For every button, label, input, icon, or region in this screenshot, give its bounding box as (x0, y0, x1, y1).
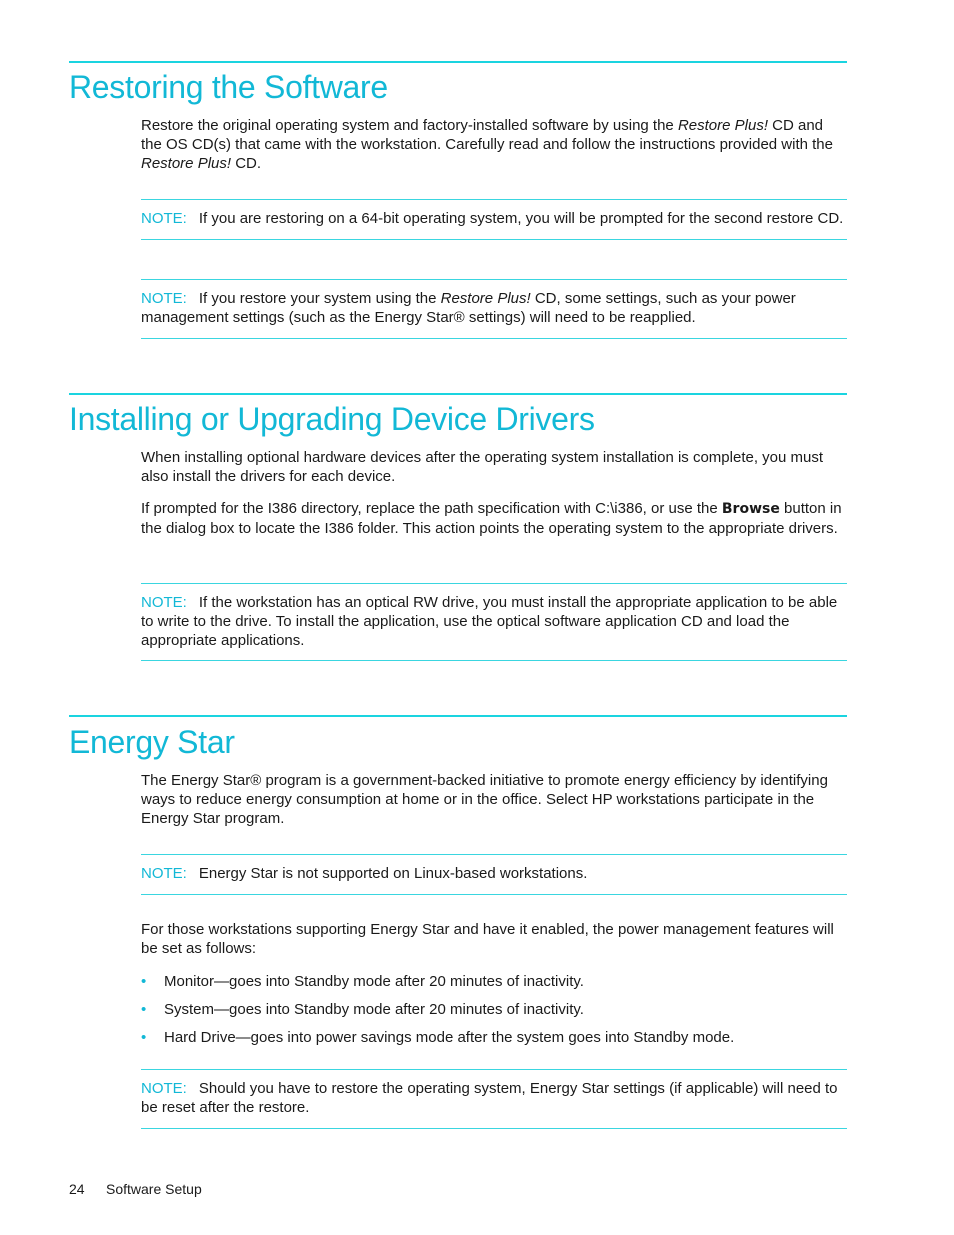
note-rule (141, 583, 847, 584)
list-item-text: Hard Drive—goes into power savings mode after the system goes into Standby mode. (164, 1029, 735, 1046)
note-rule (141, 1128, 847, 1129)
section-heading-energy-star: Energy Star (69, 724, 235, 760)
note-rule (141, 854, 847, 855)
note-text: If you are restoring on a 64-bit operating system, you will be prompted for the second restore CD. (198, 210, 844, 227)
section-heading-drivers: Installing or Upgrading Device Drivers (69, 401, 595, 437)
note-text: If you restore your system using the (198, 290, 441, 307)
note-optical-rw (141, 593, 847, 650)
list-item-text: Monitor—goes into Standby mode after 20 minutes of inactivity. (164, 973, 584, 990)
text: If prompted for the I386 directory, replace the path specification with C:\i386, or use the (141, 500, 722, 517)
paragraph-i386 (141, 499, 847, 538)
list-item-text: System—goes into Standby mode after 20 minutes of inactivity. (164, 1001, 584, 1018)
bullet-icon: • (141, 1029, 147, 1046)
paragraph-drivers: When installing optional hardware devices after the operating system installation is complete, you must also install the drivers for each device. (141, 449, 824, 485)
note-text: If the workstation has an optical RW drive, you must install the appropriate application to be able to write to the drive. To install the application, use the optical software application CD and load the appropriate applications. (141, 594, 838, 649)
note-reset-settings (141, 1079, 847, 1117)
note-label: NOTE: (141, 290, 187, 307)
text-italic: Restore Plus! (141, 155, 232, 172)
note-reapply-settings (141, 289, 847, 327)
note-label: NOTE: (141, 1080, 187, 1097)
note-rule (141, 1069, 847, 1070)
note-rule (141, 279, 847, 280)
text: Restore the original operating system and factory-installed software by using the (141, 117, 678, 134)
text-italic: Restore Plus! (677, 117, 768, 134)
note-rule (141, 894, 847, 895)
note-text: Energy Star is not supported on Linux-based workstations. (198, 865, 588, 882)
paragraph-restore (141, 116, 847, 173)
note-64bit (141, 209, 847, 228)
text: button in the dialog box to locate the I386 folder. This action points the operating system to the appropriate drivers. (141, 500, 842, 537)
bullet-icon: • (141, 973, 147, 990)
section-rule (69, 715, 847, 717)
note-text: Should you have to restore the operating system, Energy Star settings (if applicable) will need to be reset after the restore. (141, 1080, 838, 1116)
bullet-icon: • (141, 1001, 147, 1018)
page-number: 24 (69, 1181, 85, 1197)
note-label: NOTE: (141, 210, 187, 227)
paragraph-energy-star: The Energy Star® program is a government-backed initiative to promote energy efficiency by identifying ways to reduce energy consumption at home or in the office. Select HP workstations participate in the Energy Star program. (141, 772, 828, 827)
note-rule (141, 239, 847, 240)
section-rule (69, 61, 847, 63)
note-label: NOTE: (141, 865, 187, 882)
section-heading-restoring: Restoring the Software (69, 69, 388, 105)
page-footer (69, 1180, 202, 1198)
footer-section-name: Software Setup (106, 1181, 202, 1197)
text-bold: Browse (721, 501, 780, 517)
text-italic: Restore Plus! (440, 290, 531, 307)
note-rule (141, 660, 847, 661)
section-rule (69, 393, 847, 395)
note-text: CD, some settings, such as your power management settings (such as the Energy Star® settings) will need to be reapplied. (141, 290, 796, 326)
note-label: NOTE: (141, 594, 187, 611)
text: CD and the OS CD(s) that came with the workstation. Carefully read and follow the instructions provided with the (141, 117, 833, 153)
note-rule (141, 338, 847, 339)
note-rule (141, 199, 847, 200)
note-linux (141, 864, 847, 883)
paragraph-power-management: For those workstations supporting Energy Star and have it enabled, the power management features will be set as follows: (141, 921, 834, 957)
text: CD. (231, 155, 262, 172)
